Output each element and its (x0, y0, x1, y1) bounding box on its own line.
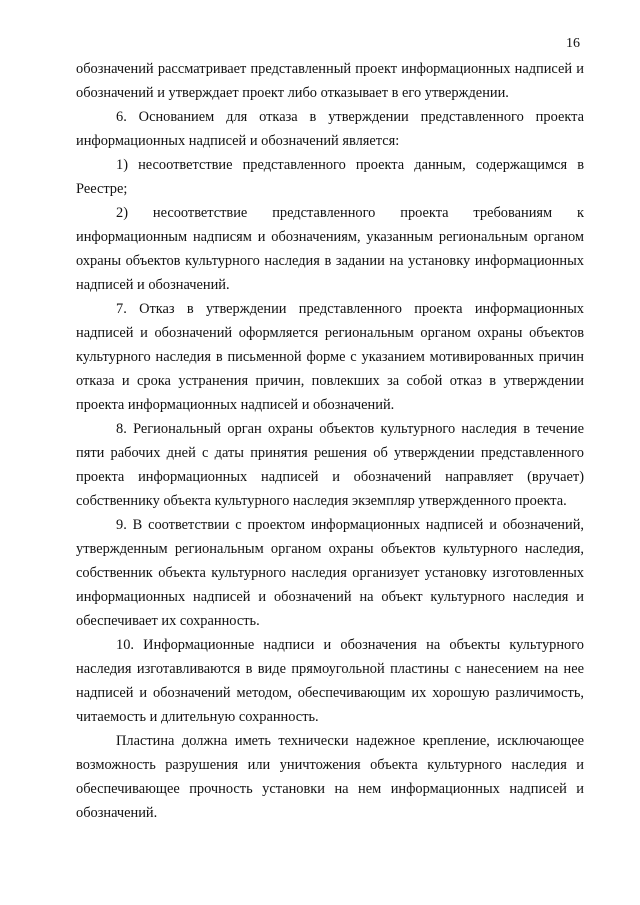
page-number: 16 (566, 36, 580, 51)
document-body (76, 57, 584, 825)
list-item-1: 1) несоответствие представленного проекта данным, содержащимся в Реестре; (76, 157, 584, 197)
list-item-2: 2) несоответствие представленного проекта требованиям к информационным надписям и обозначениям, указанным региональным органом охраны объектов культурного наследия в задании на установку информационных надписей и обозначений. (76, 205, 584, 293)
paragraph-plate-mounting: Пластина должна иметь технически надежное крепление, исключающее возможность разрушения или уничтожения объекта культурного наследия и обеспечивающее прочность установки на нем информационных надписей и обозначений. (76, 733, 584, 821)
paragraph-7: 7. Отказ в утверждении представленного проекта информационных надписей и обозначений оформляется региональным органом охраны объектов культурного наследия в письменной форме с указанием мотивированных причин отказа и срока устранения причин, повлекших за собой отказ в утверждении проекта информационных надписей и обозначений. (76, 301, 584, 413)
paragraph-6: 6. Основанием для отказа в утверждении представленного проекта информационных надписей и обозначений является: (76, 109, 584, 149)
paragraph-10: 10. Информационные надписи и обозначения на объекты культурного наследия изготавливаются в виде прямоугольной пластины с нанесением на нее надписей и обозначений методом, обеспечивающим их хорошую различимость, читаемость и длительную сохранность. (76, 637, 584, 725)
paragraph-9: 9. В соответствии с проектом информационных надписей и обозначений, утвержденным региональным органом охраны объектов культурного наследия, собственник объекта культурного наследия организует установку изготовленных информационных надписей и обозначений на объект культурного наследия и обеспечивает их сохранность. (76, 517, 584, 629)
paragraph-continuation: обозначений рассматривает представленный проект информационных надписей и обозначений и утверждает проект либо отказывает в его утверждении. (76, 61, 584, 101)
paragraph-8: 8. Региональный орган охраны объектов культурного наследия в течение пяти рабочих дней с даты принятия решения об утверждении представленного проекта информационных надписей и обозначений направляет (вручает) собственнику объекта культурного наследия экземпляр утвержденного проекта. (76, 421, 584, 509)
